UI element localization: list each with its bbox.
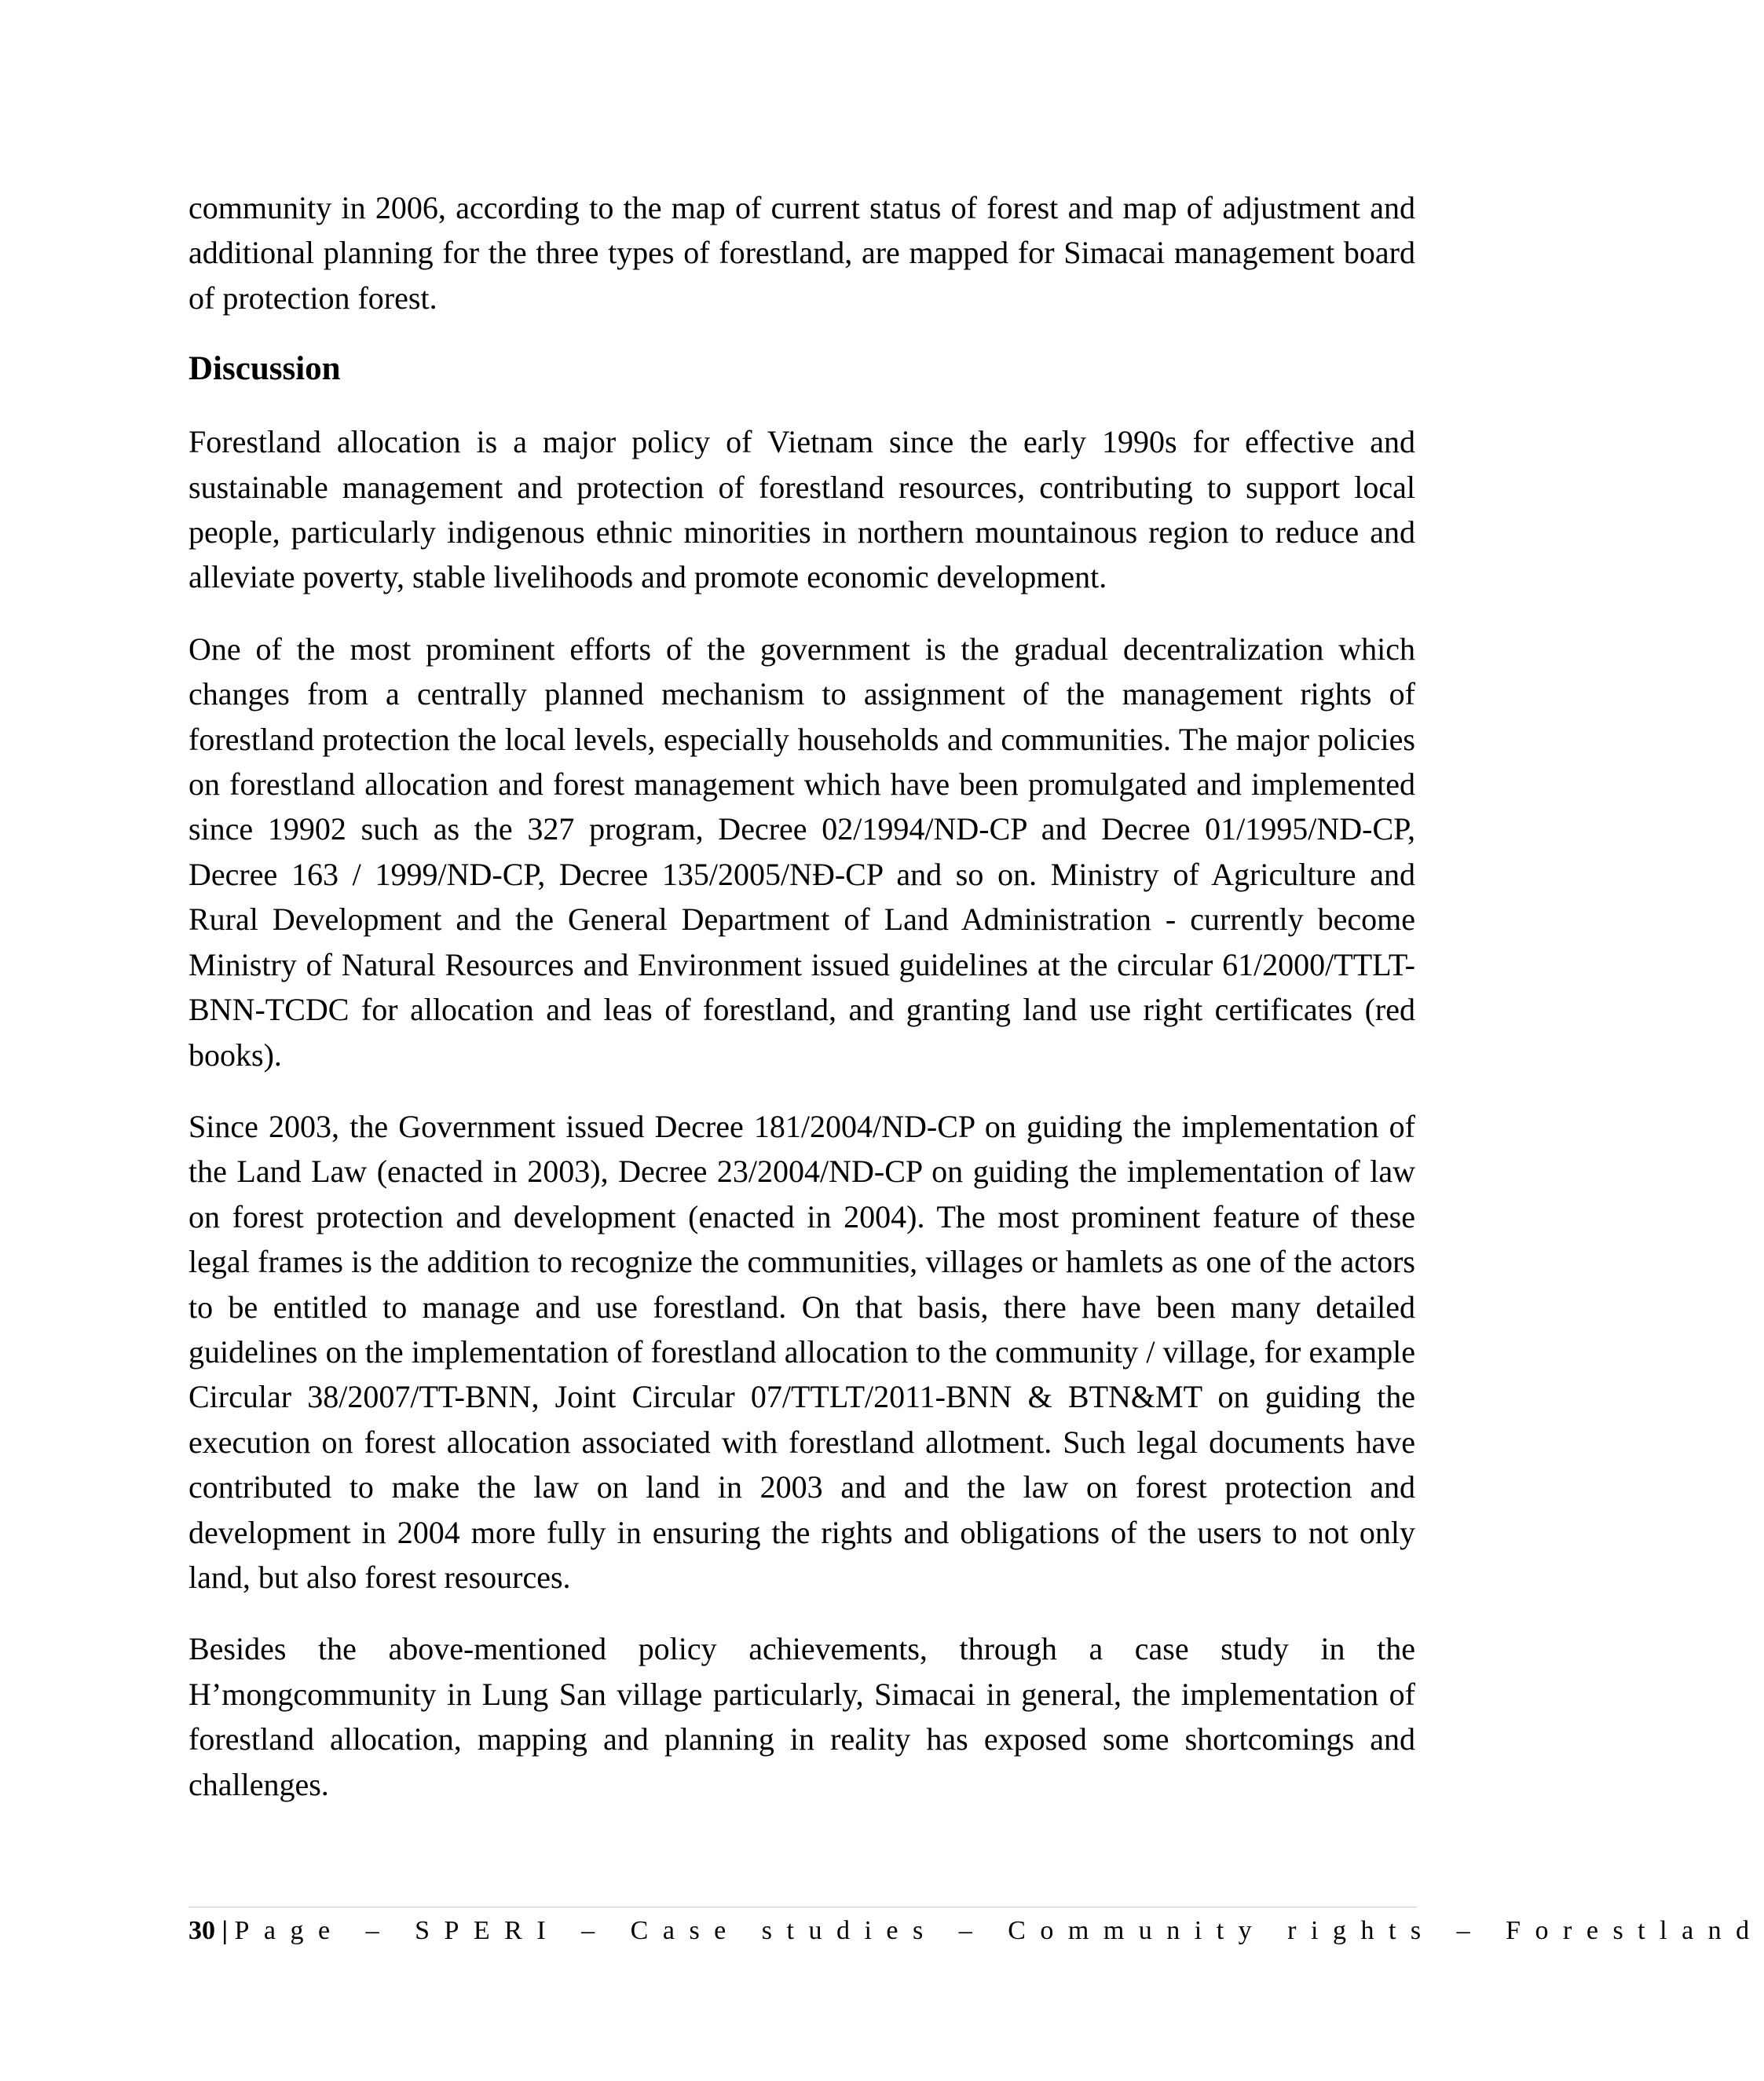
page-body	[188, 185, 1415, 1834]
discussion-paragraph-3: Since 2003, the Government issued Decree 181/2004/ND-CP on guiding the implementation of the Land Law (enacted in 2003), Decree 23/2004/ND-CP on guiding the implementation of law on forest protection and development (enacted in 2004). The most prominent feature of these legal frames is the addition to recognize the communities, villages or hamlets as one of the actors to be entitled to manage and use forestland. On that basis, there have been many detailed guidelines on the implementation of forestland allocation to the community / village, for example Circular 38/2007/TT-BNN, Joint Circular 07/TTLT/2011-BNN & BTN&MT on guiding the execution on forest allocation associated with forestland allotment. Such legal documents have contributed to make the law on land in 2003 and and the law on forest protection and development in 2004 more fully in ensuring the rights and obligations of the users to not only land, but also forest resources.	[188, 1108, 1415, 1595]
discussion-paragraph-4: Besides the above-mentioned policy achievements, through a case study in the H’mongcommunity in Lung San village particularly, Simacai in general, the implementation of forestland allocation, mapping and planning in reality has exposed some shortcomings and challenges.	[188, 1631, 1415, 1802]
footer-separator: |	[221, 1916, 228, 1945]
discussion-paragraph-2: One of the most prominent efforts of the government is the gradual decentralization which changes from a centrally planned mechanism to assignment of the management rights of forestland protection the local levels, especially households and communities. The major policies on forestland allocation and forest management which have been promulgated and implemented since 19902 such as the 327 program, Decree 02/1994/ND-CP and Decree 01/1995/ND-CP, Decree 163 / 1999/ND-CP, Decree 135/2005/NĐ-CP and so on. Ministry of Agriculture and Rural Development and the General Department of Land Administration - currently become Ministry of Natural Resources and Environment issued guidelines at the circular 61/2000/TTLT-BNN-TCDC for allocation and leas of forestland, and granting land use right certificates (red books).	[188, 631, 1415, 1073]
section-heading-discussion: Discussion	[188, 350, 341, 388]
page-footer	[188, 1907, 1764, 1948]
page-number: 30	[188, 1916, 215, 1945]
footer-running-title: Page – SPERI – Case studies – Community rights – Forestland	[234, 1916, 1764, 1945]
intro-paragraph: community in 2006, according to the map of current status of forest and map of adjustment and additional planning for the three types of forestland, are mapped for Simacai management board of protection forest.	[188, 190, 1415, 316]
discussion-paragraph-1: Forestland allocation is a major policy of Vietnam since the early 1990s for effective and sustainable management and protection of forestland resources, contributing to support local people, particularly indigenous ethnic minorities in northern mountainous region to reduce and alleviate poverty, stable livelihoods and promote economic development.	[188, 424, 1415, 595]
